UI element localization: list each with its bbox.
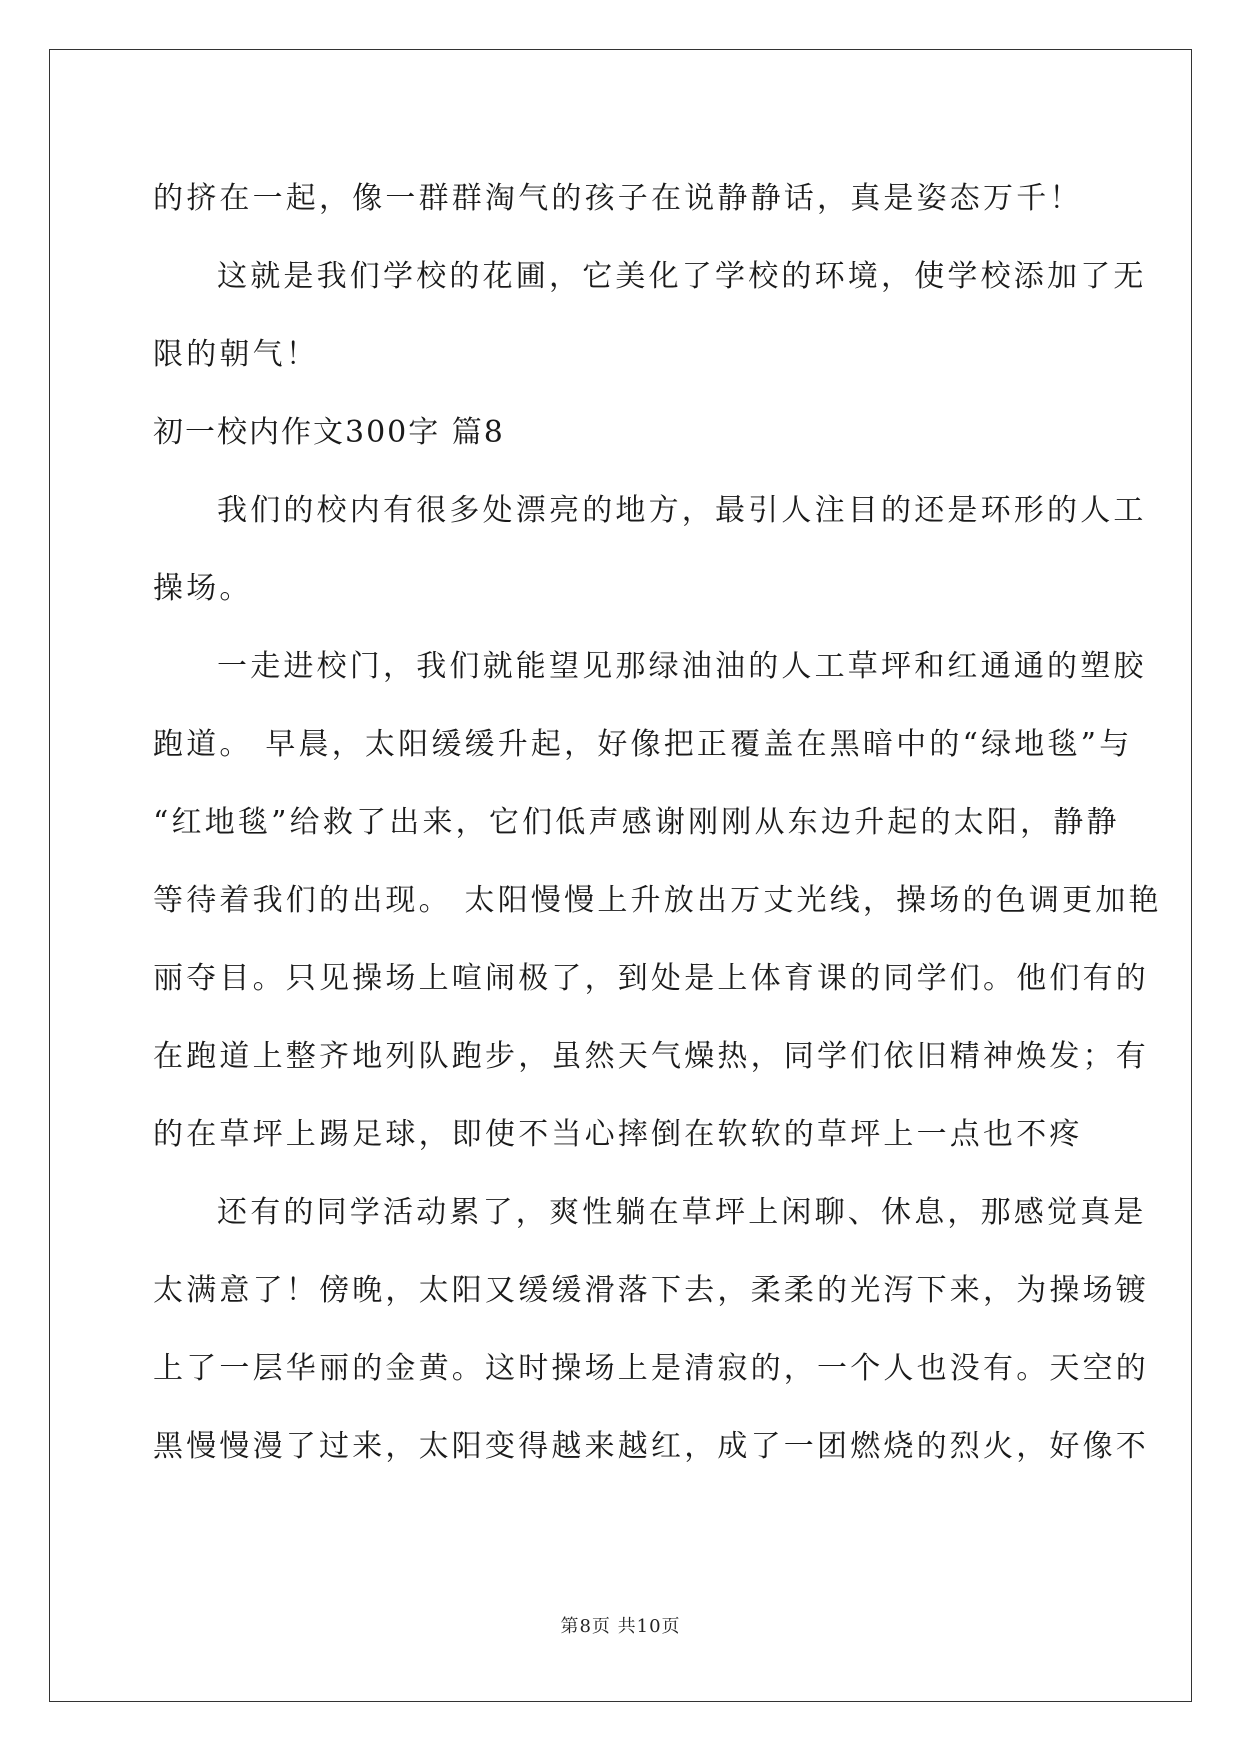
text-line: 上了一层华丽的金黄。这时操场上是清寂的，一个人也没有。天空的 [153,1351,1149,1386]
document-body [153,160,1162,1486]
text-line: 等待着我们的出现。 太阳慢慢上升放出万丈光线，操场的色调更加艳 [153,883,1162,918]
text-line: “红地毯”给救了出来，它们低声感谢刚刚从东边升起的太阳，静静 [153,805,1120,840]
text-line: 操场。 [153,571,253,606]
paragraph-start: 我们的校内有很多处漂亮的地方，最引人注目的还是环形的人工 [217,493,1147,528]
page-number: 第8页 共10页 [560,1616,681,1637]
text-line: 太满意了！傍晚，太阳又缓缓滑落下去，柔柔的光泻下来，为操场镀 [153,1273,1149,1308]
text-line: 跑道。 早晨，太阳缓缓升起，好像把正覆盖在黑暗中的“绿地毯”与 [153,727,1133,762]
text-line: 的挤在一起，像一群群淘气的孩子在说静静话，真是姿态万千！ [153,181,1083,216]
paragraph-start: 还有的同学活动累了，爽性躺在草坪上闲聊、休息，那感觉真是 [217,1195,1147,1230]
text-line: 在跑道上整齐地列队跑步，虽然天气燥热，同学们依旧精神焕发；有 [153,1039,1149,1074]
page-footer [0,1612,1241,1638]
section-heading: 初一校内作文300字 篇8 [153,415,505,450]
text-line: 限的朝气！ [153,337,319,372]
paragraph-start: 一走进校门，我们就能望见那绿油油的人工草坪和红通通的塑胶 [217,649,1147,684]
text-line: 丽夺目。只见操场上喧闹极了，到处是上体育课的同学们。他们有的 [153,961,1149,996]
text-line: 黑慢慢漫了过来，太阳变得越来越红，成了一团燃烧的烈火，好像不 [153,1429,1149,1464]
text-line: 的在草坪上踢足球，即使不当心摔倒在软软的草坪上一点也不疼 [153,1117,1083,1152]
paragraph-start: 这就是我们学校的花圃，它美化了学校的环境，使学校添加了无 [217,259,1147,294]
